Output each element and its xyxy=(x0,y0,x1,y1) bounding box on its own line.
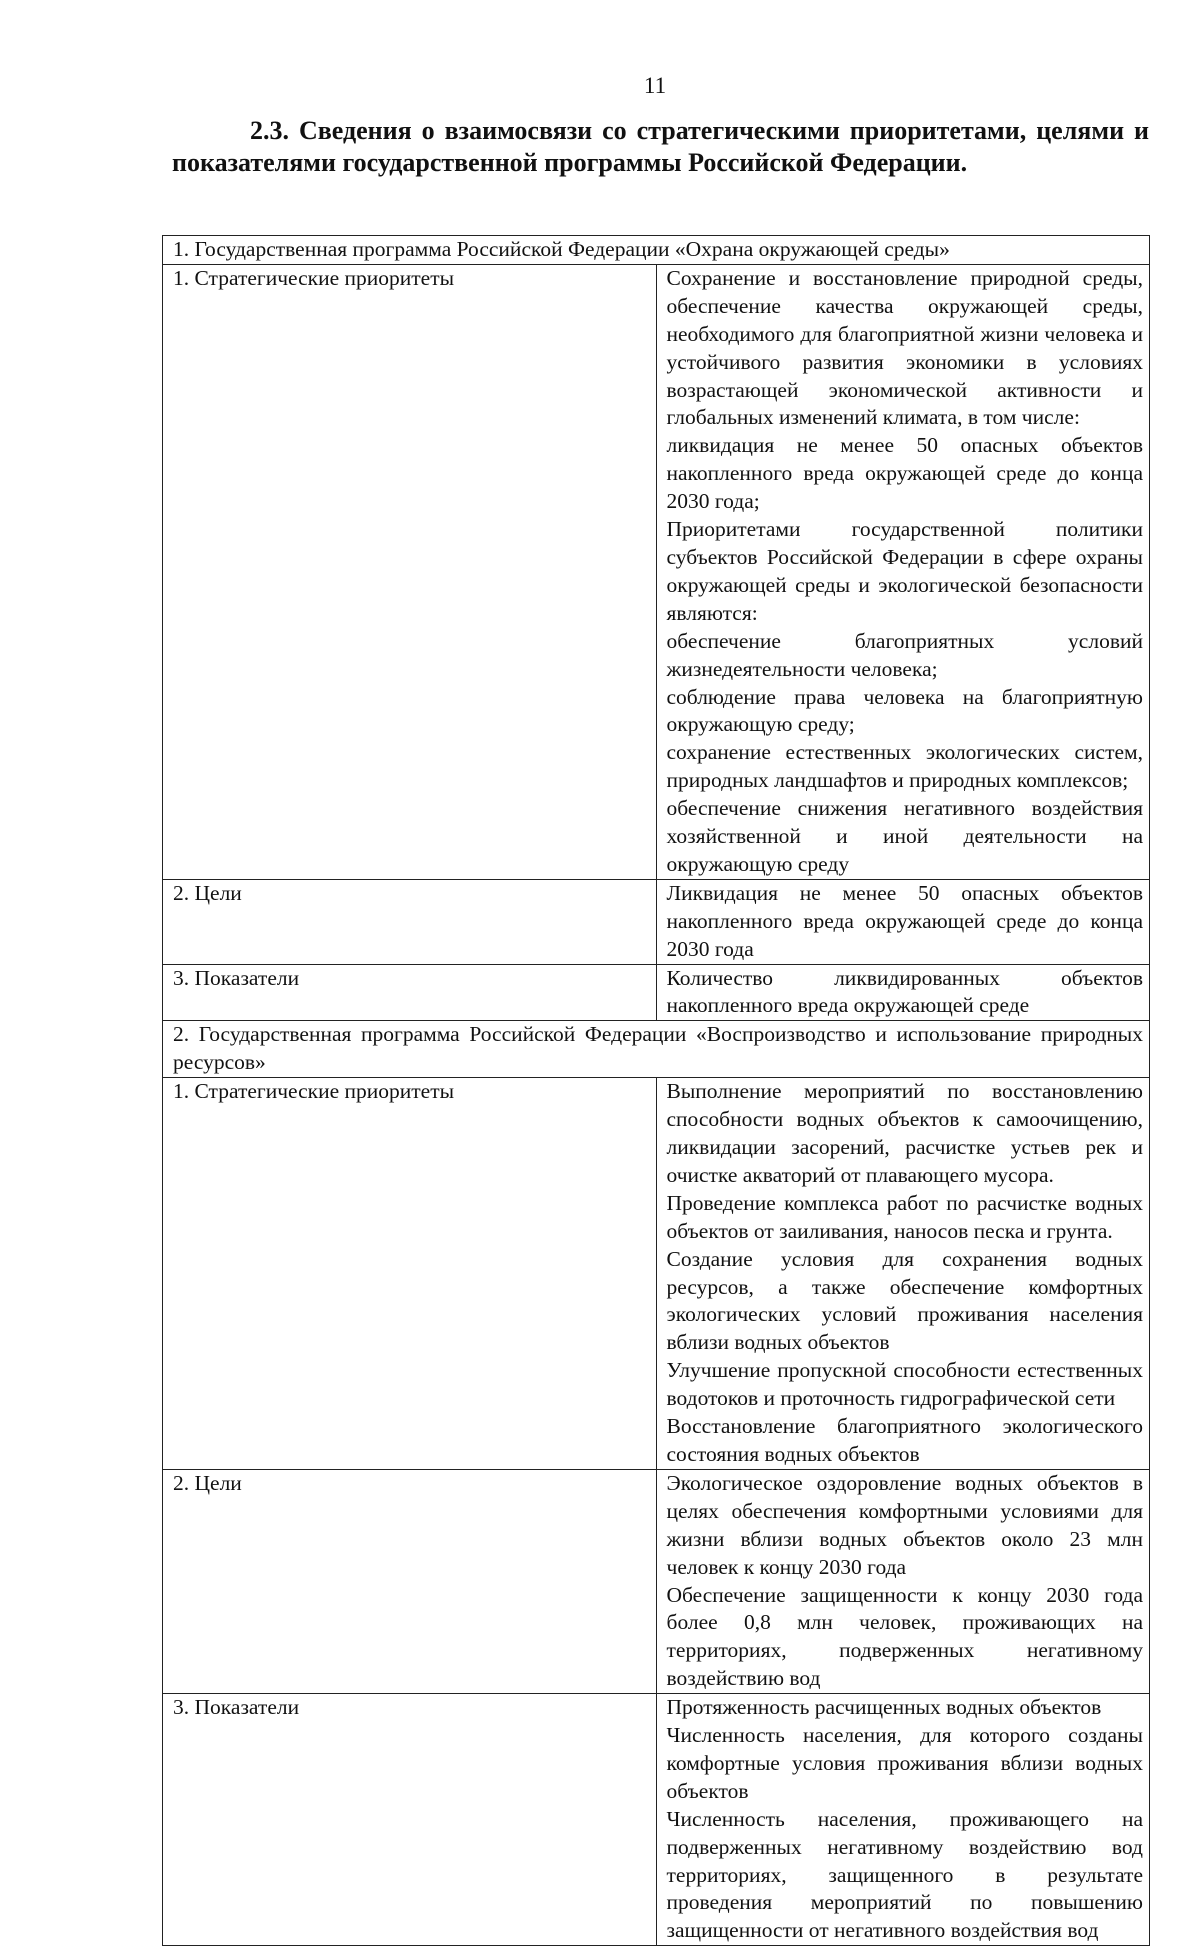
row-content xyxy=(656,879,1150,964)
row-label: 3. Показатели xyxy=(163,964,657,1021)
content-paragraph: Численность населения, проживающего на подверженных негативному воздействию вод территориях, защищенного в результате проведения мероприятий по повышению защищенности от негативного воздействия вод xyxy=(666,1806,1143,1943)
content-paragraph: Проведение комплекса работ по расчистке водных объектов от заиливания, наносов песка и грунта. xyxy=(666,1190,1143,1243)
content-paragraph: ликвидация не менее 50 опасных объектов накопленного вреда окружающей среде до конца 2030 года; xyxy=(666,433,1143,514)
content-paragraph: Протяженность расчищенных водных объектов xyxy=(666,1695,1102,1720)
content-paragraph: Сохранение и восстановление природной среды, обеспечение качества окружающей среды, необходимого для благоприятной жизни человека и устойчивого развития экономики в условиях возрастающей экономической активности и глобальных изменений климата, в том числе: xyxy=(666,265,1143,430)
row-content xyxy=(656,964,1150,1021)
row-content xyxy=(656,1469,1150,1693)
row-label: 1. Стратегические приоритеты xyxy=(163,264,657,879)
table-row xyxy=(163,1694,1150,1946)
program-title: 1. Государственная программа Российской Федерации «Охрана окружающей среды» xyxy=(163,236,1150,265)
row-label: 1. Стратегические приоритеты xyxy=(163,1078,657,1470)
content-paragraph: обеспечение благоприятных условий жизнедеятельности человека; xyxy=(666,628,1143,681)
content-paragraph: сохранение естественных экологических систем, природных ландшафтов и природных комплексов; xyxy=(666,740,1143,793)
table-row xyxy=(163,1078,1150,1470)
content-paragraph: Количество ликвидированных объектов накопленного вреда окружающей среде xyxy=(666,965,1143,1018)
program-title-row xyxy=(163,236,1150,265)
table-row xyxy=(163,964,1150,1021)
content-paragraph: Улучшение пропускной способности естественных водотоков и проточность гидрографической сети xyxy=(666,1358,1143,1411)
content-paragraph: Обеспечение защищенности к концу 2030 года более 0,8 млн человек, проживающих на территориях, подверженных негативному воздействию вод xyxy=(666,1582,1143,1691)
section-heading: 2.3. Сведения о взаимосвязи со стратегическими приоритетами, целями и показателями государственной программы Российской Федерации. xyxy=(172,116,1149,177)
row-content xyxy=(656,1078,1150,1470)
table-row xyxy=(163,879,1150,964)
content-paragraph: Создание условия для сохранения водных ресурсов, а также обеспечение комфортных экологических условий проживания населения вблизи водных объектов xyxy=(666,1246,1143,1355)
program-title-row xyxy=(163,1021,1150,1078)
row-label: 2. Цели xyxy=(163,1469,657,1693)
row-label: 2. Цели xyxy=(163,879,657,964)
content-paragraph: обеспечение снижения негативного воздействия хозяйственной и иной деятельности на окружающую среду xyxy=(666,796,1143,876)
content-paragraph: Численность населения, для которого созданы комфортные условия проживания вблизи водных объектов xyxy=(666,1723,1143,1803)
row-label: 3. Показатели xyxy=(163,1694,657,1946)
content-paragraph: Восстановление благоприятного экологического состояния водных объектов xyxy=(666,1414,1143,1466)
table-row xyxy=(163,1469,1150,1693)
row-content xyxy=(656,1694,1150,1946)
table-row xyxy=(163,264,1150,879)
row-content xyxy=(656,264,1150,879)
content-paragraph: соблюдение права человека на благоприятную окружающую среду; xyxy=(666,684,1143,737)
content-paragraph: Экологическое оздоровление водных объектов в целях обеспечения комфортными условиями для жизни вблизи водных объектов около 23 млн человек к концу 2030 года xyxy=(666,1470,1143,1579)
program-title: 2. Государственная программа Российской Федерации «Воспроизводство и использование природных ресурсов» xyxy=(163,1021,1150,1078)
priorities-table xyxy=(162,235,1150,1946)
content-paragraph: Выполнение мероприятий по восстановлению способности водных объектов к самоочищению, ликвидации засорений, расчистке устьев рек и очистке акваторий от плавающего мусора. xyxy=(666,1079,1143,1187)
content-paragraph: Ликвидация не менее 50 опасных объектов накопленного вреда окружающей среде до конца 2030 года xyxy=(666,880,1143,961)
content-paragraph: Приоритетами государственной политики субъектов Российской Федерации в сфере охраны окружающей среды и экологической безопасности являются: xyxy=(666,517,1143,625)
page-number: 11 xyxy=(643,73,667,98)
